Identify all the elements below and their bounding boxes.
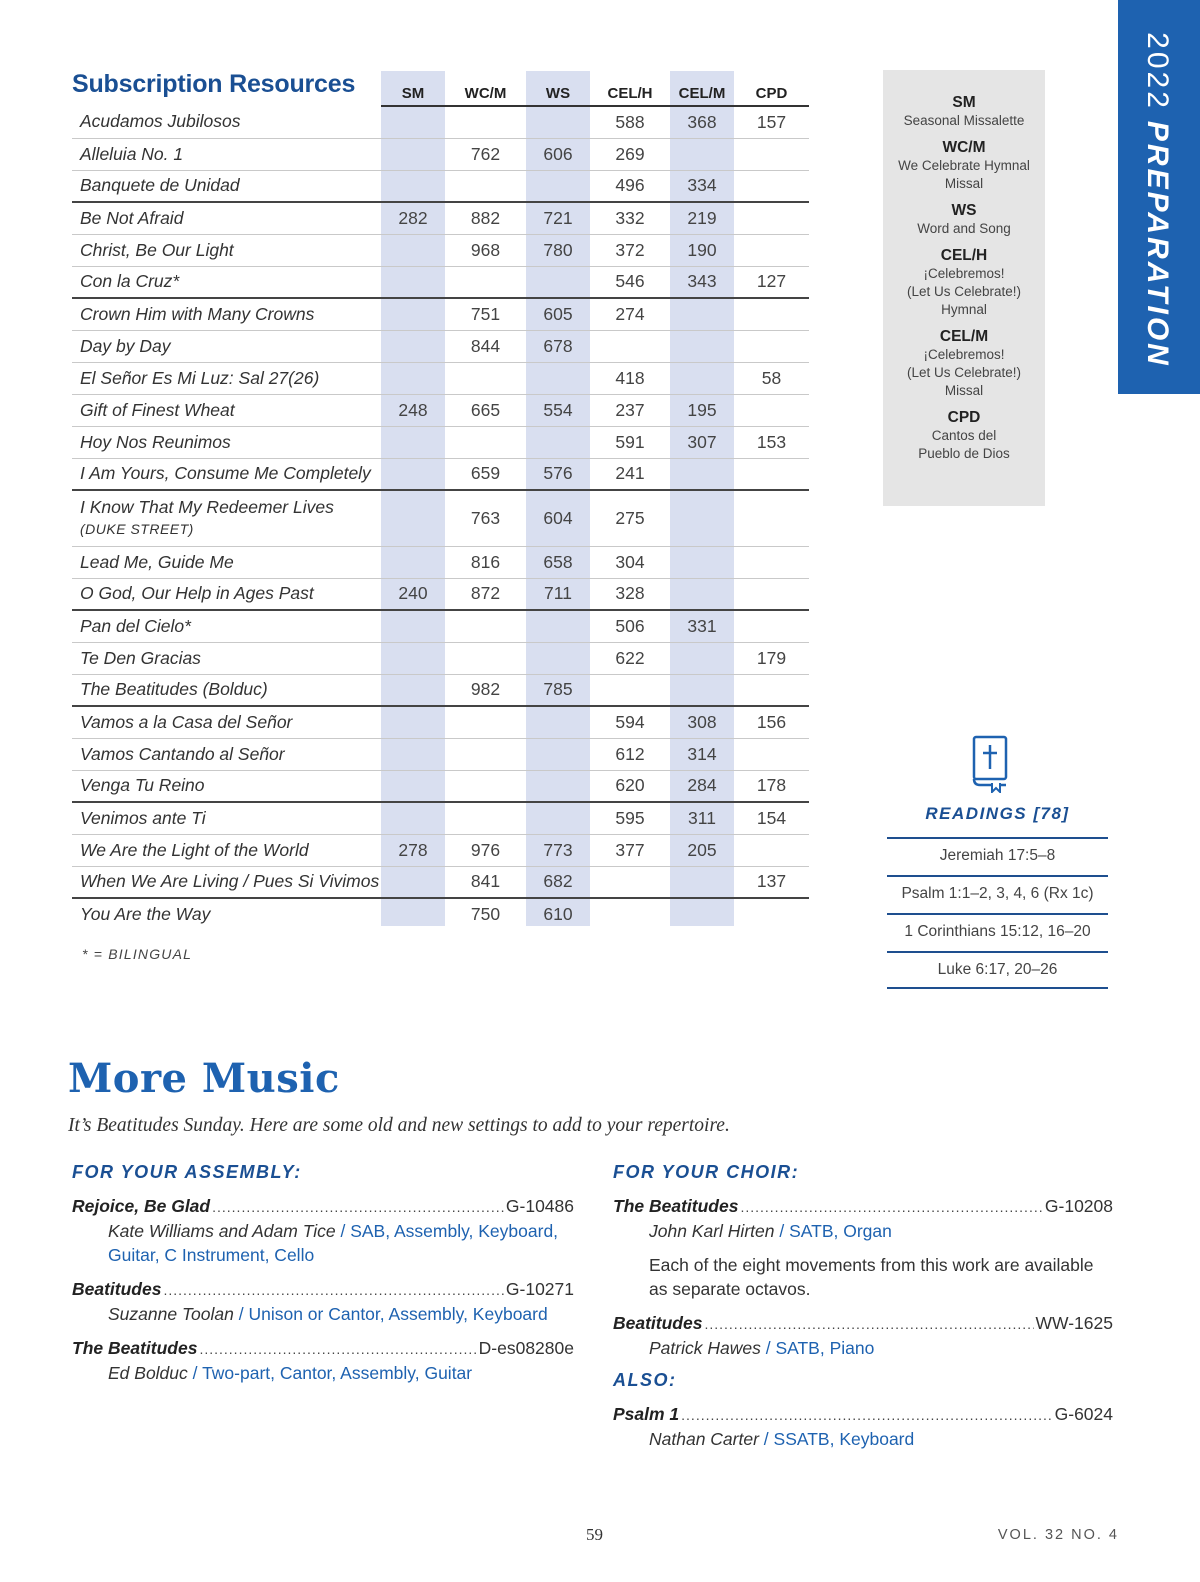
song-title: Hoy Nos Reunimos xyxy=(72,426,381,458)
cell-value: 274 xyxy=(590,298,670,330)
cell-value: 156 xyxy=(734,706,809,738)
cell-value: 269 xyxy=(590,138,670,170)
entry-author: John Karl Hirten xyxy=(649,1221,775,1241)
cell-value: 314 xyxy=(670,738,734,770)
cell-value xyxy=(734,738,809,770)
cell-value: 58 xyxy=(734,362,809,394)
table-row xyxy=(72,394,809,426)
cell-value xyxy=(381,170,445,202)
cell-value xyxy=(670,642,734,674)
cell-value xyxy=(670,578,734,610)
more-music-intro: It’s Beatitudes Sunday. Here are some old and new settings to add to your repertoire. xyxy=(68,1115,730,1136)
column-header: WS xyxy=(526,74,590,106)
cell-value: 659 xyxy=(445,458,526,490)
reading-item: Jeremiah 17:5–8 xyxy=(887,837,1108,875)
cell-value: 622 xyxy=(590,642,670,674)
cell-value: 982 xyxy=(445,674,526,706)
song-title: Vamos Cantando al Señor xyxy=(72,738,381,770)
catalog-code: WW-1625 xyxy=(1035,1313,1113,1333)
catalog-code: G-6024 xyxy=(1054,1404,1113,1424)
song-title: You Are the Way xyxy=(80,904,211,924)
entry-detail: Patrick Hawes / SATB, Piano xyxy=(649,1338,875,1358)
legend-abbr: SM xyxy=(952,94,976,111)
cell-value: 594 xyxy=(590,706,670,738)
column-header: CPD xyxy=(734,74,809,106)
cell-value xyxy=(526,706,590,738)
cell-value xyxy=(734,490,809,546)
cell-value: 750 xyxy=(470,904,501,924)
cell-value: 606 xyxy=(526,138,590,170)
legend-abbr: CEL/H xyxy=(940,247,988,264)
entry-detail: Ed Bolduc / Two-part, Cantor, Assembly, Guitar xyxy=(108,1363,473,1383)
cell-value xyxy=(526,106,590,138)
bilingual-footnote: * = BILINGUAL xyxy=(82,946,193,962)
cell-value xyxy=(734,202,809,234)
song-title: Day by Day xyxy=(72,330,381,362)
legend-item xyxy=(883,202,1045,238)
legend-desc: We Celebrate Hymnal Missal xyxy=(898,158,1030,191)
subscription-table xyxy=(72,74,809,930)
cell-value: 751 xyxy=(445,298,526,330)
entry-title: Psalm 1 xyxy=(613,1404,680,1424)
cell-value xyxy=(526,770,590,802)
legend-desc: Seasonal Missalette xyxy=(903,113,1025,128)
cell-value xyxy=(381,362,445,394)
legend-abbr: WC/M xyxy=(942,139,986,156)
cell-value xyxy=(381,106,445,138)
column-header: CEL/H xyxy=(590,74,670,106)
cell-value: 153 xyxy=(734,426,809,458)
cell-value: 968 xyxy=(445,234,526,266)
cell-value: 205 xyxy=(670,834,734,866)
cell-value xyxy=(590,330,670,362)
cell-value: 241 xyxy=(590,458,670,490)
legend-desc: Cantos del Pueblo de Dios xyxy=(918,428,1010,461)
legend-item xyxy=(883,409,1045,463)
cell-value xyxy=(670,458,734,490)
reading-item: 1 Corinthians 15:12, 16–20 xyxy=(887,913,1108,951)
entry-detail: Suzanne Toolan / Unison or Cantor, Assembly, Keyboard xyxy=(108,1304,548,1324)
cell-value xyxy=(670,866,734,898)
table-row xyxy=(72,330,809,362)
cell-value: 372 xyxy=(590,234,670,266)
cell-value xyxy=(734,578,809,610)
cell-value xyxy=(734,138,809,170)
legend-abbr: CEL/M xyxy=(939,328,989,345)
cell-value xyxy=(734,170,809,202)
readings-list xyxy=(887,837,1108,989)
cell-value: 240 xyxy=(381,578,445,610)
cell-value: 605 xyxy=(526,298,590,330)
more-music-title: More Music xyxy=(68,1055,340,1102)
table-row xyxy=(72,202,809,234)
cell-value xyxy=(445,610,526,642)
cell-value: 976 xyxy=(445,834,526,866)
cell-value: 311 xyxy=(670,802,734,834)
entry-voicing: SSATB, Keyboard xyxy=(773,1429,915,1449)
legend-item xyxy=(883,139,1045,193)
cell-value: 546 xyxy=(590,266,670,298)
cell-value xyxy=(445,106,526,138)
legend-desc: Word and Song xyxy=(917,221,1011,236)
cell-value: 762 xyxy=(445,138,526,170)
catalog-code: G-10486 xyxy=(505,1196,574,1216)
cell-value: 377 xyxy=(590,834,670,866)
cell-value xyxy=(381,898,445,930)
cell-value: 665 xyxy=(445,394,526,426)
music-entry xyxy=(613,1402,1113,1451)
cell-value xyxy=(381,866,445,898)
volume-label: VOL. 32 NO. 4 xyxy=(997,1527,1119,1543)
cell-value xyxy=(670,362,734,394)
cell-value xyxy=(734,834,809,866)
song-title: Alleluia No. 1 xyxy=(72,138,381,170)
cell-value xyxy=(590,866,670,898)
cell-value: 154 xyxy=(734,802,809,834)
cell-value: 237 xyxy=(590,394,670,426)
cell-value xyxy=(734,394,809,426)
entry-title: The Beatitudes xyxy=(613,1196,739,1216)
cell-value: 591 xyxy=(590,426,670,458)
cell-value: 178 xyxy=(734,770,809,802)
cell-value: 179 xyxy=(734,642,809,674)
song-title: Vamos a la Casa del Señor xyxy=(72,706,381,738)
catalog-code: G-10271 xyxy=(505,1279,574,1299)
song-title: When We Are Living / Pues Si Vivimos xyxy=(72,866,381,898)
cell-value xyxy=(670,138,734,170)
cell-value: 773 xyxy=(526,834,590,866)
entry-voicing: SATB, Organ xyxy=(789,1221,892,1241)
cell-value xyxy=(670,298,734,330)
entry-detail: Kate Williams and Adam Tice / SAB, Assembly, Keyboard, Guitar, C Instrument, Cello xyxy=(108,1221,559,1265)
cell-value: 331 xyxy=(670,610,734,642)
reading-item: Psalm 1:1–2, 3, 4, 6 (Rx 1c) xyxy=(887,875,1108,913)
dot-leader xyxy=(163,1278,503,1302)
cell-value xyxy=(381,802,445,834)
entry-title: The Beatitudes xyxy=(72,1338,198,1358)
table-row xyxy=(72,738,809,770)
cell-value: 721 xyxy=(526,202,590,234)
cell-value xyxy=(445,170,526,202)
cell-value xyxy=(526,610,590,642)
cell-value: 711 xyxy=(526,578,590,610)
cell-value: 506 xyxy=(590,610,670,642)
cell-value xyxy=(381,138,445,170)
legend-desc: ¡Celebremos! (Let Us Celebrate!) Hymnal xyxy=(906,266,1022,317)
cell-value: 816 xyxy=(445,546,526,578)
table-row xyxy=(72,578,809,610)
entry-title: Beatitudes xyxy=(613,1313,703,1333)
cell-value xyxy=(445,362,526,394)
reading-item: Luke 6:17, 20–26 xyxy=(887,951,1108,989)
table-row xyxy=(72,610,809,642)
entry-voicing: Unison or Cantor, Assembly, Keyboard xyxy=(248,1304,548,1324)
cell-value xyxy=(526,802,590,834)
cell-value xyxy=(734,546,809,578)
entry-detail: John Karl Hirten / SATB, Organ xyxy=(649,1221,892,1241)
tune-name: (DUKE STREET) xyxy=(80,521,194,538)
bible-icon xyxy=(970,735,1010,793)
table-row xyxy=(72,642,809,674)
table-row xyxy=(72,458,809,490)
cell-value xyxy=(590,674,670,706)
cell-value: 275 xyxy=(590,490,670,546)
cell-value xyxy=(445,426,526,458)
song-title: O God, Our Help in Ages Past xyxy=(72,578,381,610)
song-title: Venga Tu Reino xyxy=(72,770,381,802)
cell-value: 496 xyxy=(590,170,670,202)
dot-leader xyxy=(740,1195,1042,1219)
cell-value: 307 xyxy=(670,426,734,458)
cell-value xyxy=(445,266,526,298)
table-row xyxy=(72,706,809,738)
choir-heading: FOR YOUR CHOIR: xyxy=(613,1162,800,1182)
cell-value: 678 xyxy=(526,330,590,362)
legend-item xyxy=(883,247,1045,319)
cell-value: 588 xyxy=(590,106,670,138)
song-title: El Señor Es Mi Luz: Sal 27(26) xyxy=(72,362,381,394)
cell-value: 284 xyxy=(670,770,734,802)
column-header: SM xyxy=(381,74,445,106)
cell-value: 610 xyxy=(543,904,573,924)
cell-value: 841 xyxy=(445,866,526,898)
cell-value: 872 xyxy=(445,578,526,610)
column-header: CEL/M xyxy=(670,74,734,106)
page-number: 59 xyxy=(586,1525,603,1544)
cell-value: 127 xyxy=(734,266,809,298)
song-title: The Beatitudes (Bolduc) xyxy=(72,674,381,706)
song-title: Gift of Finest Wheat xyxy=(72,394,381,426)
cell-value xyxy=(734,610,809,642)
cell-value: 882 xyxy=(445,202,526,234)
song-title: Acudamos Jubilosos xyxy=(72,106,381,138)
subscription-title: Subscription Resources xyxy=(72,70,356,98)
cell-value: 785 xyxy=(526,674,590,706)
entry-author: Suzanne Toolan xyxy=(108,1304,234,1324)
cell-value: 190 xyxy=(670,234,734,266)
section-tab-label xyxy=(1140,32,1174,368)
cell-value: 604 xyxy=(526,490,590,546)
entry-detail: Nathan Carter / SSATB, Keyboard xyxy=(649,1429,915,1449)
cell-value: 248 xyxy=(381,394,445,426)
cell-value xyxy=(670,546,734,578)
music-entry xyxy=(613,1194,1113,1301)
table-row xyxy=(72,866,809,898)
cell-value xyxy=(381,490,445,546)
cell-value: 576 xyxy=(526,458,590,490)
assembly-column xyxy=(72,1162,574,1395)
cell-value: 219 xyxy=(670,202,734,234)
cell-value xyxy=(670,330,734,362)
music-entry xyxy=(72,1277,574,1326)
song-title: Pan del Cielo* xyxy=(72,610,381,642)
song-title: I Am Yours, Consume Me Completely xyxy=(72,458,381,490)
cell-value xyxy=(381,546,445,578)
table-row xyxy=(72,362,809,394)
entry-voicing: SATB, Piano xyxy=(775,1338,875,1358)
cell-value xyxy=(381,426,445,458)
cell-value xyxy=(526,170,590,202)
cell-value xyxy=(734,298,809,330)
cell-value: 658 xyxy=(526,546,590,578)
cell-value xyxy=(670,490,734,546)
cell-value xyxy=(734,330,809,362)
cell-value: 334 xyxy=(670,170,734,202)
cell-value xyxy=(381,234,445,266)
legend-item xyxy=(883,94,1045,130)
table-row xyxy=(72,802,809,834)
cell-value: 137 xyxy=(734,866,809,898)
table-row xyxy=(72,298,809,330)
legend-abbr: WS xyxy=(951,202,977,219)
table-row xyxy=(72,770,809,802)
catalog-code: D-es08280e xyxy=(478,1338,574,1358)
table-row xyxy=(72,834,809,866)
catalog-code: G-10208 xyxy=(1044,1196,1113,1216)
cell-value xyxy=(445,770,526,802)
cell-value xyxy=(381,330,445,362)
song-title: We Are the Light of the World xyxy=(72,834,381,866)
table-row xyxy=(72,546,809,578)
cell-value xyxy=(381,458,445,490)
music-entry xyxy=(613,1311,1113,1360)
cell-value: 304 xyxy=(590,546,670,578)
song-title: Lead Me, Guide Me xyxy=(72,546,381,578)
cell-value: 554 xyxy=(526,394,590,426)
cell-value xyxy=(381,610,445,642)
cell-value: 620 xyxy=(590,770,670,802)
cell-value: 763 xyxy=(445,490,526,546)
cell-value xyxy=(670,898,734,930)
cell-value xyxy=(734,458,809,490)
cell-value xyxy=(670,674,734,706)
cell-value xyxy=(526,362,590,394)
dot-leader xyxy=(212,1195,504,1219)
cell-value: 328 xyxy=(590,578,670,610)
cell-value xyxy=(734,898,809,930)
dot-leader xyxy=(681,1403,1052,1427)
song-title: Te Den Gracias xyxy=(72,642,381,674)
cell-value xyxy=(734,674,809,706)
cell-value xyxy=(381,706,445,738)
table-row xyxy=(72,138,809,170)
cell-value xyxy=(590,898,670,930)
assembly-heading: FOR YOUR ASSEMBLY: xyxy=(72,1162,302,1182)
cell-value xyxy=(445,706,526,738)
entry-author: Kate Williams and Adam Tice xyxy=(108,1221,336,1241)
section-name: PREPARATION xyxy=(1141,120,1174,368)
song-title: Crown Him with Many Crowns xyxy=(72,298,381,330)
cell-value: 612 xyxy=(590,738,670,770)
cell-value xyxy=(445,802,526,834)
entry-note: Each of the eight movements from this work are available as separate octavos. xyxy=(649,1255,1094,1299)
table-row xyxy=(72,266,809,298)
entry-author: Ed Bolduc xyxy=(108,1363,188,1383)
cell-value: 195 xyxy=(670,394,734,426)
readings-title: READINGS [78] xyxy=(925,804,1070,823)
cell-value xyxy=(526,426,590,458)
cell-value xyxy=(445,642,526,674)
section-year: 2022 xyxy=(1141,32,1174,111)
cell-value: 278 xyxy=(381,834,445,866)
legend-abbr: CPD xyxy=(947,409,981,426)
table-row xyxy=(72,674,809,706)
entry-voicing: SAB, Assembly, Keyboard, Guitar, C Instrument, Cello xyxy=(108,1221,559,1265)
column-header: WC/M xyxy=(445,74,526,106)
cell-value xyxy=(381,770,445,802)
cell-value xyxy=(526,738,590,770)
cell-value: 343 xyxy=(670,266,734,298)
song-title: I Know That My Redeemer Lives (DUKE STREET) xyxy=(72,490,381,546)
cell-value: 682 xyxy=(526,866,590,898)
entry-author: Patrick Hawes xyxy=(649,1338,761,1358)
music-entry xyxy=(72,1336,574,1385)
cell-value xyxy=(381,298,445,330)
entry-voicing: Two-part, Cantor, Assembly, Guitar xyxy=(202,1363,473,1383)
table-row xyxy=(72,234,809,266)
cell-value: 308 xyxy=(670,706,734,738)
legend-item xyxy=(883,328,1045,400)
legend-box xyxy=(883,70,1045,506)
legend-desc: ¡Celebremos! (Let Us Celebrate!) Missal xyxy=(906,347,1022,398)
cell-value: 418 xyxy=(590,362,670,394)
table-row xyxy=(72,490,809,546)
dot-leader xyxy=(199,1337,476,1361)
cell-value: 780 xyxy=(526,234,590,266)
table-row xyxy=(72,170,809,202)
table-row xyxy=(72,106,809,138)
dot-leader xyxy=(704,1312,1033,1336)
entry-title: Rejoice, Be Glad xyxy=(72,1196,211,1216)
cell-value: 157 xyxy=(734,106,809,138)
entry-author: Nathan Carter xyxy=(649,1429,759,1449)
cell-value: 368 xyxy=(670,106,734,138)
song-title: Con la Cruz* xyxy=(72,266,381,298)
also-heading: ALSO: xyxy=(613,1370,677,1390)
cell-value xyxy=(734,234,809,266)
song-title: Venimos ante Ti xyxy=(72,802,381,834)
choir-column xyxy=(613,1162,1113,1461)
cell-value xyxy=(381,738,445,770)
song-title: Banquete de Unidad xyxy=(72,170,381,202)
cell-value xyxy=(445,738,526,770)
table-row xyxy=(72,898,809,930)
cell-value xyxy=(526,266,590,298)
cell-value: 844 xyxy=(445,330,526,362)
song-title: Christ, Be Our Light xyxy=(72,234,381,266)
cell-value: 282 xyxy=(381,202,445,234)
cell-value xyxy=(381,266,445,298)
music-entry xyxy=(72,1194,574,1267)
cell-value xyxy=(381,642,445,674)
song-title: Be Not Afraid xyxy=(72,202,381,234)
cell-value xyxy=(526,642,590,674)
cell-value xyxy=(381,674,445,706)
entry-title: Beatitudes xyxy=(72,1279,162,1299)
table-row xyxy=(72,426,809,458)
cell-value: 595 xyxy=(590,802,670,834)
cell-value: 332 xyxy=(590,202,670,234)
